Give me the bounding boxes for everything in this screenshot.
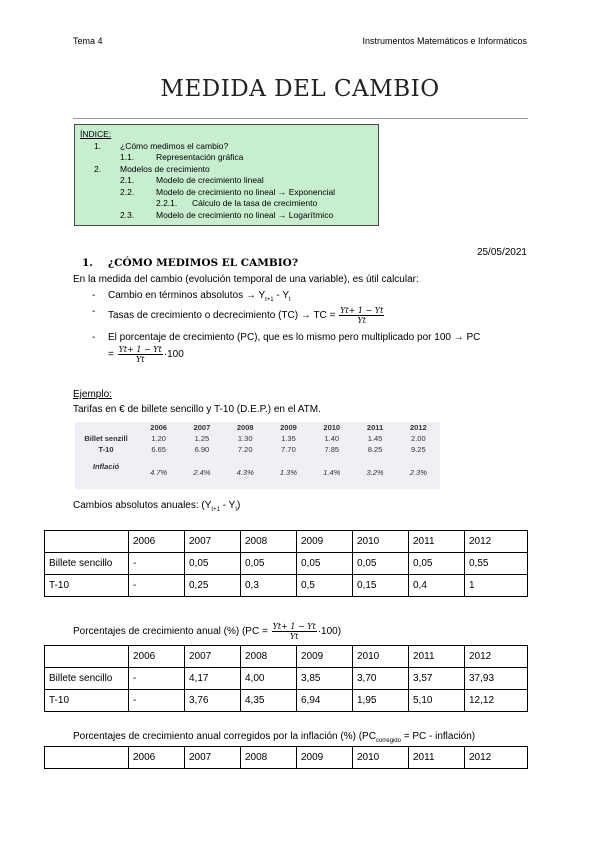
fare-table-cell: 1.30 xyxy=(237,434,253,443)
caption-text: = PC - inflación) xyxy=(400,731,476,742)
table-cell: 1,95 xyxy=(353,690,409,712)
fare-table-cell: 9.25 xyxy=(411,445,426,454)
table-row xyxy=(45,690,528,712)
fare-table-cell: 1.4% xyxy=(323,468,341,477)
table-cell: 2009 xyxy=(297,747,353,769)
table-cell: 2007 xyxy=(185,747,241,769)
table-cell: 2010 xyxy=(353,531,409,553)
fraction-denominator: Yt xyxy=(289,632,299,641)
equals-sign: = xyxy=(108,349,114,361)
subscript: t+1 xyxy=(211,507,220,513)
fare-table-row xyxy=(75,444,440,455)
section-number: 1. xyxy=(82,257,93,269)
fare-table-header xyxy=(75,422,440,433)
date: 25/05/2021 xyxy=(476,247,527,258)
subscript: corregido xyxy=(375,738,401,744)
table-cell: 2012 xyxy=(465,531,528,553)
fare-table-cell: 1.25 xyxy=(194,434,210,443)
table-cell: 0,4 xyxy=(409,575,465,597)
fare-table-cell: 1.40 xyxy=(324,434,340,443)
fare-table-row-label: Inflació xyxy=(92,461,120,471)
bullet-text: El porcentaje de crecimiento (PC), que es lo mismo pero multiplicado por 100 → PC xyxy=(108,332,481,343)
index-item-number: 2.2. xyxy=(120,186,135,197)
intro-text: En la medida del cambio (evolución temporal de una variable), es útil calcular: xyxy=(73,274,419,285)
table-cell: 5,10 xyxy=(409,690,465,712)
fare-table-year: 2012 xyxy=(410,423,427,432)
fare-table-cell: 2.3% xyxy=(409,468,427,477)
fare-table-corner xyxy=(75,422,137,433)
bullet-dash: - xyxy=(92,306,96,317)
table-cell: 0,05 xyxy=(409,553,465,575)
header-right: Instrumentos Matemáticos e Informáticos xyxy=(362,36,527,46)
table-cell: 2008 xyxy=(241,646,297,668)
table-cell: 6,94 xyxy=(297,690,353,712)
index-item xyxy=(80,175,373,187)
fare-table-row xyxy=(75,433,440,444)
corrected-growth-table xyxy=(44,746,528,769)
example-description: Tarifas en € de billete sencillo y T-10 (D.E.P.) en el ATM. xyxy=(73,404,321,415)
table-cell: 12,12 xyxy=(465,690,528,712)
table-cell: - xyxy=(129,690,185,712)
fare-table-cell: 3.2% xyxy=(366,468,384,477)
table-cell: 2011 xyxy=(409,747,465,769)
fraction-denominator: Yt xyxy=(135,355,145,364)
table-cell: 2008 xyxy=(241,747,297,769)
fare-table-cell: 6.90 xyxy=(194,445,210,454)
index-item-number: 2.3. xyxy=(120,209,135,220)
pc-caption xyxy=(73,622,341,641)
table-cell: 3,70 xyxy=(353,668,409,690)
fare-table-year: 2010 xyxy=(323,423,341,432)
fare-table-cell: 7.20 xyxy=(237,445,253,454)
table-cell: 4,17 xyxy=(185,668,241,690)
page-title: MEDIDA DEL CAMBIO xyxy=(160,76,440,102)
table-cell: 2011 xyxy=(409,531,465,553)
caption-text: ·100) xyxy=(317,626,342,638)
table-row-label xyxy=(45,646,129,668)
fare-table-cell: 2.4% xyxy=(193,468,211,477)
absolute-changes-table xyxy=(44,530,528,597)
fare-table-year: 2011 xyxy=(366,423,384,432)
header-left: Tema 4 xyxy=(73,36,103,46)
table-cell: 2006 xyxy=(129,646,185,668)
table-header-row xyxy=(45,747,528,769)
fare-table-cell: 8.25 xyxy=(367,445,383,454)
caption-text: Porcentajes de crecimiento anual (%) (PC = xyxy=(73,626,271,638)
table-cell: 0,05 xyxy=(185,553,241,575)
fare-table-cell: 4.7% xyxy=(150,468,168,477)
table-cell: 2012 xyxy=(465,646,528,668)
fare-table-year: 2008 xyxy=(236,423,254,432)
table-cell: 0,05 xyxy=(353,553,409,575)
fare-table-cell: 2.00 xyxy=(411,434,426,443)
index-item-number: 1. xyxy=(94,140,102,151)
fare-table-cell: 1.35 xyxy=(281,434,296,443)
index-item-number: 2. xyxy=(94,163,102,174)
table-cell: 0,55 xyxy=(465,553,528,575)
index-item xyxy=(80,210,373,222)
table-cell: 4,35 xyxy=(241,690,297,712)
table-cell: 3,57 xyxy=(409,668,465,690)
table-cell: 2010 xyxy=(353,646,409,668)
caption-text: Cambios absolutos anuales: (Y xyxy=(73,500,212,511)
table-cell: 2006 xyxy=(129,747,185,769)
table-header-row xyxy=(45,531,528,553)
table-cell: 2006 xyxy=(129,531,185,553)
times-100: ·100 xyxy=(163,349,184,361)
table-cell: 37,93 xyxy=(465,668,528,690)
index-heading: ÍNDICE: xyxy=(80,129,112,139)
index-item xyxy=(80,187,373,199)
table-cell: 0,05 xyxy=(297,553,353,575)
fare-table-row-label: Billet senzill xyxy=(84,434,128,443)
table-cell: 2010 xyxy=(353,747,409,769)
table-row-label: Billete sencillo xyxy=(45,668,129,690)
fare-table-cell: 7.85 xyxy=(324,445,340,454)
fare-table-cell: 7.70 xyxy=(281,445,296,454)
fare-table-cell: 6.65 xyxy=(151,445,166,454)
table-row-label xyxy=(45,531,129,553)
fare-table-cell: 1.3% xyxy=(279,468,298,477)
table-cell: 2008 xyxy=(241,531,297,553)
index-item-label: Representación gráfica xyxy=(156,152,244,162)
table-cell: 0,3 xyxy=(241,575,297,597)
table-cell: 1 xyxy=(465,575,528,597)
fare-table-body xyxy=(75,433,440,477)
index-item-label: Modelo de crecimiento no lineal → Exponencial xyxy=(156,186,336,197)
index-item xyxy=(80,152,373,164)
example-label: Ejemplo: xyxy=(73,389,112,400)
fare-table-year: 2009 xyxy=(280,423,297,432)
table-row xyxy=(45,668,528,690)
fare-table-row-label: T-10 xyxy=(98,445,114,454)
bullet-dash: - xyxy=(92,290,96,301)
index-item-label: Modelo de crecimiento lineal xyxy=(156,175,264,185)
table-row-label: Billete sencillo xyxy=(45,553,129,575)
index-item-label: Cálculo de la tasa de crecimiento xyxy=(192,198,318,208)
index-item-number: 2.1. xyxy=(120,175,135,185)
table-cell: 0,15 xyxy=(353,575,409,597)
subscript: t+1 xyxy=(265,297,274,303)
bullet-text: Cambio en términos absolutos → Y xyxy=(108,290,266,301)
subscript: t xyxy=(289,297,291,303)
fare-table-row xyxy=(75,455,440,477)
fare-table-cell: 1.45 xyxy=(367,434,383,443)
index-item xyxy=(80,141,373,153)
subscript: t xyxy=(235,507,237,513)
growth-percent-table xyxy=(44,645,528,712)
caption-text: Porcentajes de crecimiento anual corregidos por la inflación (%) (PC xyxy=(73,731,376,742)
table-row xyxy=(45,553,528,575)
index-item-label: Modelos de crecimiento xyxy=(120,163,210,174)
table-cell: - xyxy=(129,575,185,597)
fare-table-year: 2006 xyxy=(150,423,167,432)
index-item xyxy=(80,164,373,176)
bullet-text: Tasas de crecimiento o decrecimiento (TC) → TC = xyxy=(108,310,339,322)
fraction-numerator: Yt+ 1 − Yt xyxy=(272,622,316,631)
fare-table-cell: 1.20 xyxy=(151,434,166,443)
table-cell: 0,5 xyxy=(297,575,353,597)
index-list xyxy=(80,141,373,222)
bullet-dash: - xyxy=(92,332,96,343)
fare-table-cell: 4.3% xyxy=(236,468,254,477)
fraction xyxy=(118,345,163,364)
table-cell: 0,25 xyxy=(185,575,241,597)
table-cell: - xyxy=(129,668,185,690)
table-cell: 3,85 xyxy=(297,668,353,690)
title-divider xyxy=(73,118,528,119)
table-cell: 2009 xyxy=(297,531,353,553)
table-cell: 4,00 xyxy=(241,668,297,690)
table-cell: 3,76 xyxy=(185,690,241,712)
table-row-label: T-10 xyxy=(45,690,129,712)
table-cell: 2011 xyxy=(409,646,465,668)
table-cell: 0,05 xyxy=(241,553,297,575)
table-header-row xyxy=(45,646,528,668)
fraction-numerator: Yt+ 1 − Yt xyxy=(340,306,384,315)
fraction xyxy=(272,622,317,641)
fraction xyxy=(339,306,384,325)
table-cell: 2007 xyxy=(185,646,241,668)
section-title: ¿CÓMO MEDIMOS EL CAMBIO? xyxy=(108,257,298,269)
corrected-caption xyxy=(73,731,475,744)
table-row-label xyxy=(45,747,129,769)
fare-table xyxy=(75,422,440,477)
bullet-pc-formula xyxy=(108,345,184,364)
table-row xyxy=(45,575,528,597)
fraction-numerator: Yt+ 1 − Yt xyxy=(118,345,162,354)
bullet-tc xyxy=(92,306,385,325)
index-item-label: ¿Cómo medimos el cambio? xyxy=(120,140,229,151)
index-item xyxy=(80,198,373,210)
index-box xyxy=(74,124,379,226)
table-row-label: T-10 xyxy=(45,575,129,597)
index-item-number: 1.1. xyxy=(120,152,135,162)
table-cell: - xyxy=(129,553,185,575)
index-item-number: 2.2.1. xyxy=(156,198,178,208)
bullet-pc xyxy=(92,332,481,343)
table-cell: 2007 xyxy=(185,531,241,553)
table-cell: 2012 xyxy=(465,747,528,769)
table-cell: 2009 xyxy=(297,646,353,668)
section-heading xyxy=(82,257,298,269)
caption-text: - Y xyxy=(219,500,236,511)
index-item-label: Modelo de crecimiento no lineal → Logarítmico xyxy=(156,209,334,220)
bullet-absolute xyxy=(92,290,291,303)
fare-table-image xyxy=(75,422,440,489)
abs-caption xyxy=(73,500,240,513)
caption-text: ) xyxy=(237,500,241,511)
bullet-text: - Y xyxy=(273,290,290,301)
fare-table-year: 2007 xyxy=(193,423,211,432)
fraction-denominator: Yt xyxy=(357,316,366,325)
